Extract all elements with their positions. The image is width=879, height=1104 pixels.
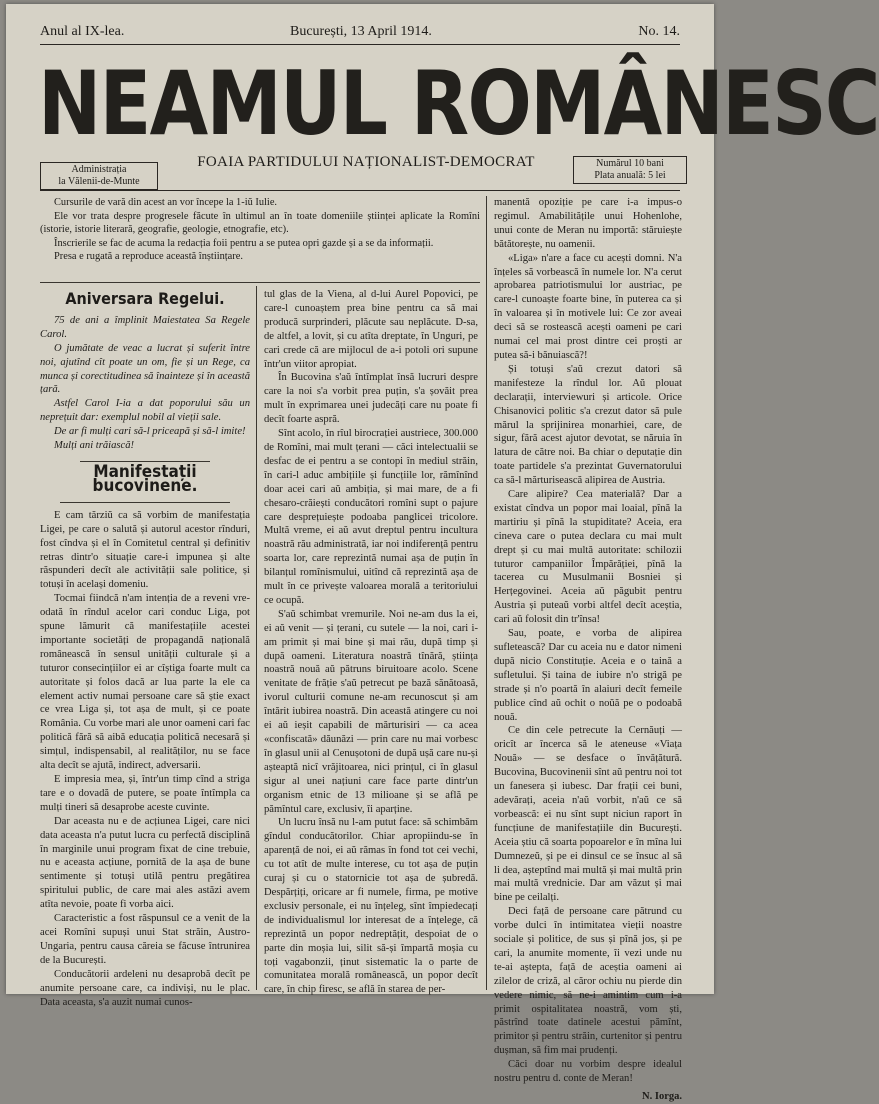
article-paragraph: Caracteristic a fost răspunsul ce a venit de la acei Romîni supuși unui Stat străin, Austro-Ungaria, pentru causa căreia se făcuse întrunirea de la București. <box>40 913 250 966</box>
issue-number: No. 14. <box>638 24 680 39</box>
article-paragraph: S'aŭ schimbat vremurile. Noi ne-am dus la ei, ei aŭ venit — și țerani, cu sutele — la noi, cari i-am primit și mai bine și mai rău, după timp și după oameni. Literatura noastră tînără, știința noastră nouă aŭ pătruns biruitoare acolo. Scene venitate de frăție s'aŭ petrecut pe bază sănătoasă, ivorul culturii comune ne-am recunoscut și am întărit iubirea noastră. Din această atingere cu noi ei aŭ ieșit capabili de mărturisiri — ca acea «confiscată» dăunăzi — prin care nu mai vorbesc în glasul unii al Cenușotoni de după ușă care nu-și așteaptă nicî vrăjitoarea, nici prințul, ci în glasul sigur al unei națiuni care face parte dintr'un organism etnic de 13 milioane și se află pe pămîntul care, exclusiv, îi aparține. <box>264 608 478 815</box>
article-paragraph: Sau, poate, e vorba de alipirea sufletească? Dar cu aceia nu e dator nimeni după nicio Constituție. Aceia e o taină a sufletului. Și taina de iubire n'o strigă pe strade și n'o poartă în alaiuri decît femeile publice cînd aŭ ochit o noŭă pe o podoabă nouă. <box>494 628 682 723</box>
article-paragraph: manentă opoziție pe care i-a impus-o regimul. Amabilitățile unui Hohenlohe, unui conte de Meran nu importă: stăruiește bătătorește, nu oamenii. <box>494 197 682 250</box>
article-paragraph: tul glas de la Viena, al d-lui Aurel Popovici, pe care-l cunoaștem prea bine pentru ca să mai producă surprinderi, plăcute sau neplăcute. D-sa, de altfel, a lovit, și cu atîta dreptate, în Unguri, pe cari crede că are mijlocul de a-i potoli ori supune într'un viitor apropiat. <box>264 289 478 370</box>
article-paragraph: Mulți ani trăiască! <box>54 440 135 452</box>
title-underline <box>60 502 230 503</box>
article-title-king: Aniversara Regelui. <box>65 289 225 308</box>
article-paragraph: Căci doar nu vorbim despre idealul nostru pentru d. conte de Meran! <box>494 1059 682 1085</box>
administration-line: Administrația <box>71 164 127 175</box>
column-1 <box>40 288 250 1008</box>
article-paragraph: În Bucovina s'aŭ întîmplat însă lucruri despre care la noi s'a vorbit prea puțin, s'a șovăit prea mult în exprimarea unei judecăți care nu poate fi decît foarte aspră. <box>264 372 478 426</box>
administration-box <box>40 162 158 190</box>
newspaper-page <box>6 4 879 1102</box>
author-signature: N. Iorga. <box>642 1091 682 1102</box>
article-paragraph: Dar aceasta nu e de acțiunea Ligei, care nici data aceasta n'a putut lucra cu perfectă disciplină în marginile unui program fixat de cine trebuie, nu e aceasta acțiune, pornită de la așa de bune sentimente și totuși utilă pentru pregătirea spiritului public, de care mai ales astăzi avem atîta nevoie, poate fi vorba aici. <box>40 815 250 911</box>
article-paragraph: E cam tărziŭ ca să vorbim de manifestația Ligei, pe care o salută și autorul acestor rînduri, fost cîndva și el în Comitetul central și definitiv retras dintr'o situație care-i impunea și alte răspunderi decît ale activității sale politice, și totuși în același domeniu. <box>40 509 250 591</box>
column-divider-1 <box>256 286 257 990</box>
article-paragraph: O jumătate de veac a lucrat și suferit între noi, ajutînd cît poate un om, fie și un Rege, ca munca și corectitudinea să înainteze și în această țară. <box>40 342 250 396</box>
masthead-rule <box>40 190 680 191</box>
masthead-title: NEAMUL ROMÂNESC <box>38 52 879 155</box>
courses-notice <box>40 196 480 264</box>
dateline: București, 13 April 1914. <box>290 24 432 39</box>
price-single: Numărul 10 bani <box>596 158 664 169</box>
column-2 <box>264 288 478 996</box>
article-paragraph: Și totuși s'aŭ crezut datori să manifesteze la rîndul lor. Aŭ plouat declarații, interviewuri și articole. Orice Chisanovici politic s'a crezut dator să pule mărul la sprijinirea monarhiei, care, de sigur, fără acest ajutor devotat, se năruia în latura de către noi. Ba chiar o deputație din toate partidele s'a prezintat Guvernatorului ca să-l mărturisească alipirea de Austria. <box>494 363 682 487</box>
king-anniversary-article <box>40 314 250 453</box>
column-3 <box>494 196 683 1102</box>
administration-place: la Vălenii-de-Munte <box>58 176 140 187</box>
masthead-subtitle: FOAIA PARTIDULUI NAȚIONALIST-DEMOCRAT <box>197 154 535 170</box>
article-paragraph: Care alipire? Cea materială? Dar a existat cîndva un popor mai loaial, pînă la martiriu și pînă la stupiditate? Aceia, era cineva care o putea declara cu mai mult drept și cu mai multă autoritate: schilozii tuturor campaniilor Împărăției, pînă la tacerea cu Musulmanii Bosniei și Herțegovinei. Aceia aŭ păgubit pentru Austria și puteaŭ vorbi altfel decît aceștia, cari aŭ folosit din tr'însa! <box>494 489 682 626</box>
article-paragraph: Tocmai fiindcă n'am intenția de a reveni vre-odată în rîndul acelor cari conduc Liga, pot spune lămurit că manifestațiile acestei importante societăți de propagandă națională românească în sensul unității culturale și a tuturor consecințiilor ei ar cîștiga foarte mult ca autoritate și folos dacă ar lua parte la ele ca element activ numai persoane care să știe exact ce vrea Liga și, tot așa de mult, și ce poate România. Cu vorbe mari ale unor oameni cari fac politică fără să aibă educația politică necesară și simțul, indispensabil, al realităților, nu se face alta decît se ajută, indirect, adversarii. <box>40 593 250 772</box>
top-rule <box>40 44 680 45</box>
article-paragraph: E impresia mea, și, într'un timp cînd a striga tare e o dovadă de putere, se poate întîmpla ca mulți tineri să desaprobe aceste cuvinte. <box>40 774 250 813</box>
notice-rule <box>40 282 480 283</box>
header-topline <box>40 22 680 44</box>
notice-paragraph: Cursurile de vară din acest an vor începe la 1-iŭ Iulie. <box>54 197 278 208</box>
article-paragraph: «Liga» n'are a face cu acești domni. N'a înțeles să vorbească în numele lor. N'a cerut aprobarea patriotismului lor austriac, pe care-l cunoaște foarte bine, în puterea ca și în valoarea și în motivele lui: Ce zor aveai deci să se rostească acești oameni pe cari numai cel mai prost dintre cei proști ar putea să-i bănuiască?! <box>494 252 682 361</box>
column-divider-2 <box>486 196 487 990</box>
notice-paragraph: Ele vor trata despre progresele făcute în ultimul an în toate domeniile științei aplicate la Romîni (istorie, istorie literară, geografie, geologie, etnografie, etc). <box>40 210 480 236</box>
notice-paragraph: Înscrierile se fac de acuma la redacția foii pentru a se putea opri gazde și a se da informații. <box>54 237 434 249</box>
price-box <box>573 156 687 184</box>
issue-year: Anul al IX-lea. <box>40 24 125 39</box>
article-paragraph: Ce din cele petrecute la Cernăuți — oricît ar încerca să le ateneuse «Viața Nouă» — se desface o învățătură. Bucovina, Bucovinenii sînt aŭ pentru noi tot un fanesera și iubesc. Dar frații cei buni, adevărați, aceia n'aŭ vorbit, n'aŭ ce să vorbească: ei nu sînt supt niciun raport în funcțiune de manifestațiile din București. Aceia știu că soarta popoarelor e în mîna lui Dumnezeŭ, și pe ei dinsul ce se însuc al să li dea, așteptînd mai multă și mai multă prin mai multă vrednicie. Dar am văzut și mai bine pe ceilalți. <box>494 725 683 904</box>
notice-paragraph: Presa e rugată a reproduce această înștiințare. <box>54 251 243 263</box>
article-paragraph: De ar fi mulți cari să-l priceapă și să-l imite! <box>54 426 246 438</box>
price-annual: Plata anuală: 5 lei <box>594 170 666 181</box>
article-paragraph: Astfel Carol I-ia a dat poporului său un neprețuit dar: exemplul nobil al vieții sale. <box>40 398 250 424</box>
article-paragraph: 75 de ani a împlinit Maiestatea Sa Regele Carol. <box>40 314 250 340</box>
article-title-bucovina: Manifestații bucovinene. <box>92 461 198 496</box>
article-paragraph: Conducătorii ardeleni nu desaprobă decît pe anumite persoane care, ca indiviși, nu le plac. Data aceasta, s'a auzit numai cunos- <box>40 968 250 1008</box>
article-paragraph: Sînt acolo, în rîul birocrației austriece, 300.000 de Romîni, mai mult țerani — căci intelectualii se desfac de ei pentru a se contopi în mediul străin, în cari-l aduc ambițiile și funcțiile lor, rămînînd doar acei cari aŭ ambiția, și mai mare, de a fi chesaro-crăiești conducători romîni supt o pajure care desprețuiește podoaba panglicei tricolore. Multă vreme, ei aŭ avut dreptul pentru incultura noastră rău administrată, iar noi indiferență pentru soarta lor, care reprezintă numai așa de puțin în bilanțul romînismului, uitînd că reprezintă așa de mult în ce privește valoarea morală a teritoriului ce ocupă. <box>264 428 478 606</box>
article-paragraph: Un lucru însă nu l-am putut face: să schimbăm gîndul conducătorilor. Chiar apropiindu-se în aparență de noi, ei aŭ rămas în fond tot cei vechi, cu tot atît de multe interese, cu tot așa de puțin curaj și cu o statornicie tot așa de șubredă. Despărțiți, oricare ar fi numele, firma, pe motive exclusiv personale, ei nu înțeleg, sînt împiedecați de individualismul lor interesat de a înțelege, că reprezintă un popor nedreptățit, despoiat de o parte din moșia lui, silit să-și împartă moșia cu toți vagabonzii, ținut sistematic la o parte de comunitatea morală românească, un popor decît care, în chip firesc, se află în starea de per- <box>264 817 478 996</box>
article-paragraph: Deci față de persoane care pătrund cu vorbe dulci în intimitatea vieții noastre sociale și politice, de sus și pînă jos, și pe cari, la anumite momente, îi vezi unde nu te-ai aștepta, față de aceștia oameni ai zilelor de criză, al căror ochiu nu pierde din vedere nimic, să ne-i amintim cum i-a primit ospitalitatea noastră, vom ști, păstrînd toate datinele acestui pămînt, primitor și pentru străin, curtenitor și pentru dușman, să fim mai prudenți. <box>494 906 682 1057</box>
